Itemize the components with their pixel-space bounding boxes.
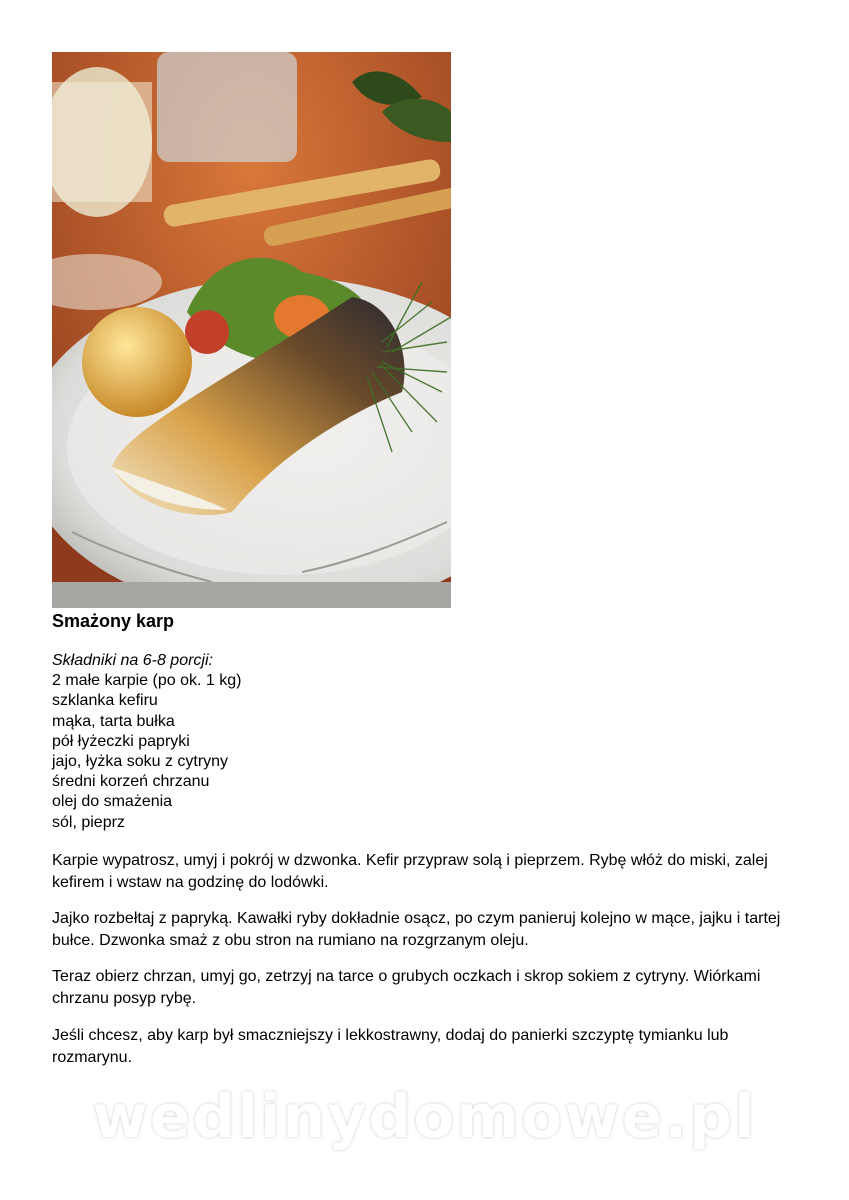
ingredient-item: 2 małe karpie (po ok. 1 kg) xyxy=(52,672,242,690)
ingredient-item: jajo, łyżka soku z cytryny xyxy=(52,753,229,771)
ingredient-item: olej do smażenia xyxy=(52,793,173,811)
ingredients-heading: Składniki na 6-8 porcji: xyxy=(52,652,213,669)
instruction-paragraph: Teraz obierz chrzan, umyj go, zetrzyj na tarce o grubych oczkach i skrop sokiem z cytryny. Wiórkami chrzanu posyp rybę. xyxy=(52,968,761,1007)
ingredient-item: sól, pieprz xyxy=(52,813,125,831)
ingredient-item: średni korzeń chrzanu xyxy=(52,773,210,791)
ingredient-item: mąka, tarta bułka xyxy=(52,712,175,730)
recipe-title: Smażony karp xyxy=(52,611,175,631)
instruction-paragraph: Jeśli chcesz, aby karp był smaczniejszy i lekkostrawny, dodaj do panierki szczyptę tymianku lub rozmarynu. xyxy=(52,1027,729,1066)
ingredient-item: pół łyżeczki papryki xyxy=(52,732,190,750)
instruction-paragraph: Karpie wypatrosz, umyj i pokrój w dzwonka. Kefir przypraw solą i pieprzem. Rybę włóż do miski, zalej kefirem i wstaw na godzinę do lodówki. xyxy=(52,852,768,891)
ingredient-item: szklanka kefiru xyxy=(52,692,158,710)
dish-photo xyxy=(52,52,451,608)
watermark: wedlinydomowe.pl xyxy=(92,1082,757,1152)
ingredients-list xyxy=(52,651,241,833)
instruction-paragraph: Jajko rozbełtaj z papryką. Kawałki ryby dokładnie osącz, po czym panieruj kolejno w mące, jajku i tartej bułce. Dzwonka smaż z obu stron na rumiano na rozgrzanym oleju. xyxy=(52,910,781,949)
